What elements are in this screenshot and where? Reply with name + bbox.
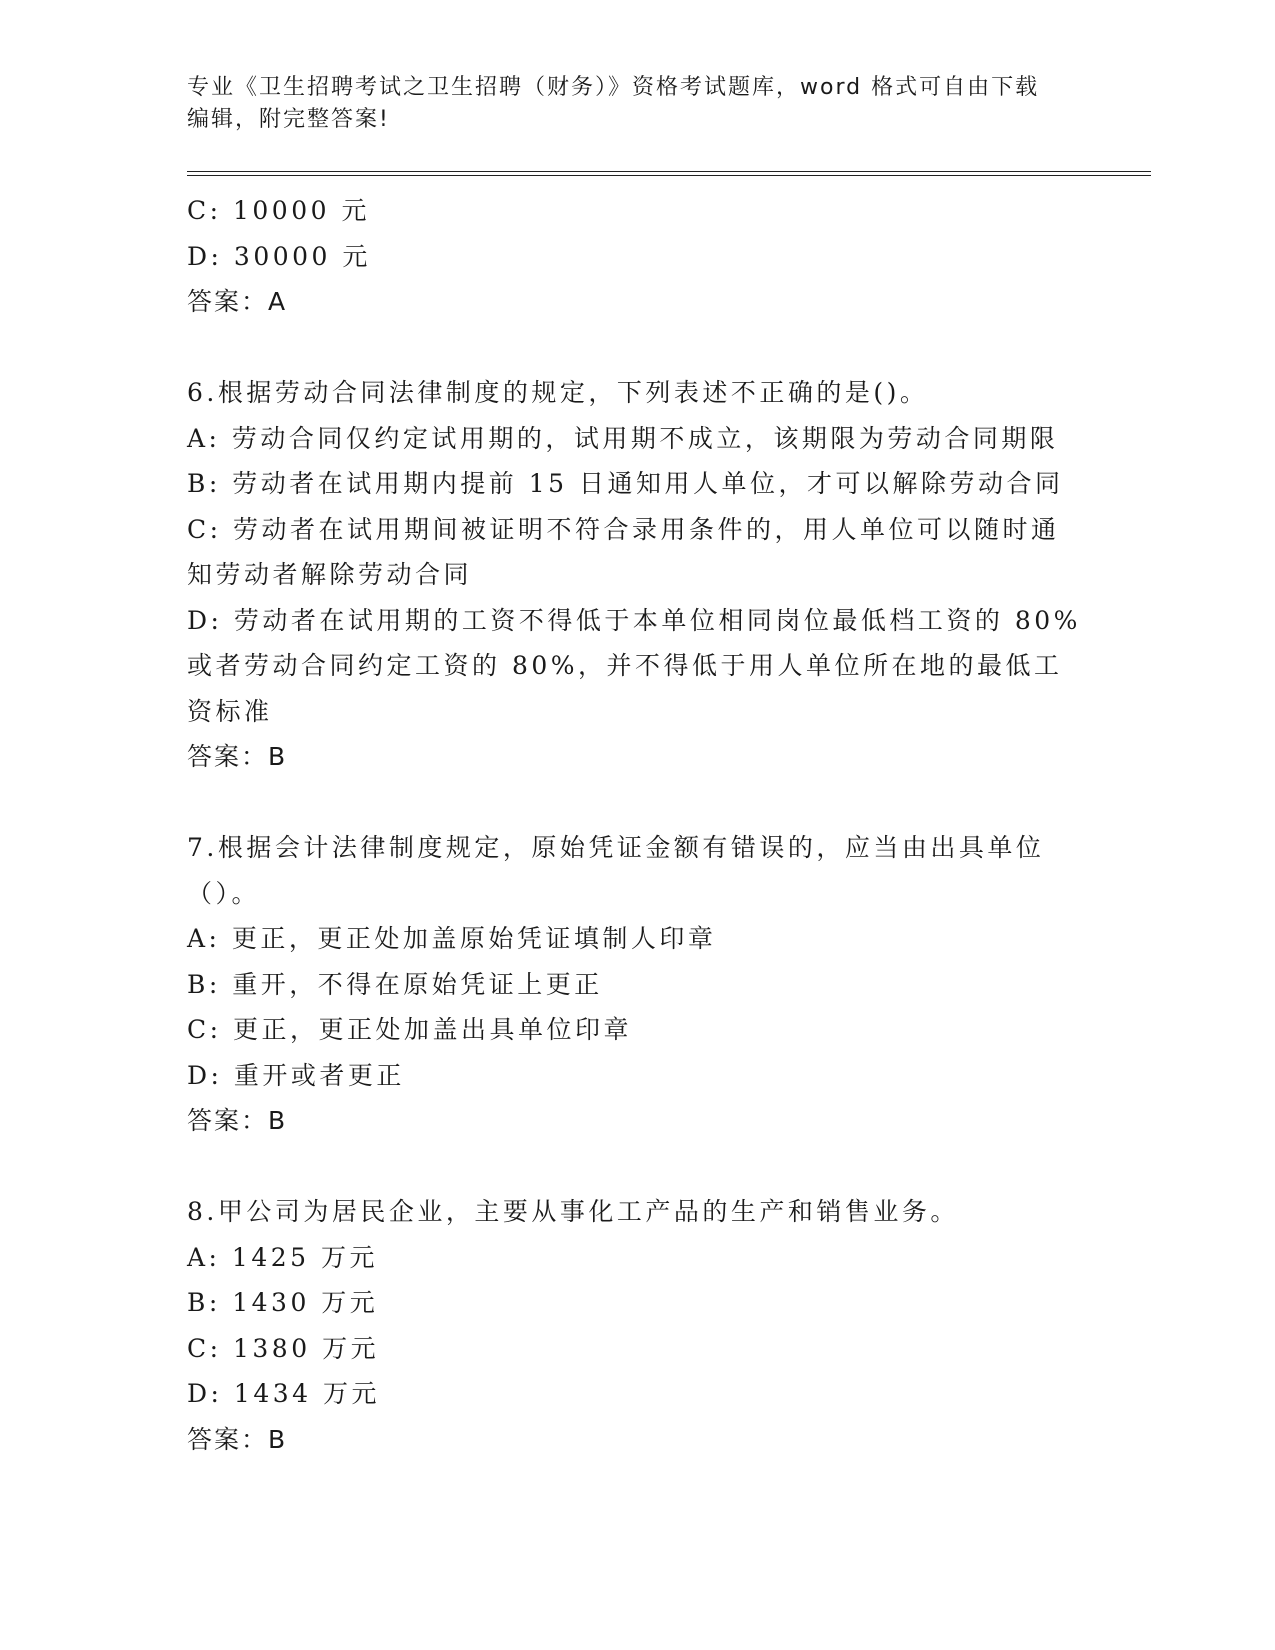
q6-option-c-line-2: 知劳动者解除劳动合同 <box>187 560 473 589</box>
q6-option-a: A: 劳动合同仅约定试用期的，试用期不成立，该期限为劳动合同期限 <box>187 423 1059 453</box>
q7-answer: 答案：B <box>187 1106 288 1135</box>
q6-option-d-line-2: 或者劳动合同约定工资的 80%，并不得低于用人单位所在地的最低工 <box>187 651 1063 680</box>
question-5-tail <box>187 188 1087 325</box>
q6-option-c-line-1: C: 劳动者在试用期间被证明不符合录用条件的，用人单位可以随时通 <box>187 514 1060 544</box>
q8-stem: 8.甲公司为居民企业，主要从事化工产品的生产和销售业务。 <box>187 1197 959 1226</box>
q7-option-d: D: 重开或者更正 <box>187 1060 405 1090</box>
header-rule-top <box>187 171 1151 172</box>
document-body <box>187 188 1087 1462</box>
header-line-1: 专业《卫生招聘考试之卫生招聘（财务）》资格考试题库，word 格式可自由下载 <box>187 75 1040 100</box>
q7-stem-line-1: 7.根据会计法律制度规定，原始凭证金额有错误的，应当由出具单位 <box>187 833 1045 862</box>
q6-answer: 答案：B <box>187 742 288 771</box>
document-header <box>187 72 1087 136</box>
q8-option-a: A: 1425 万元 <box>187 1242 378 1272</box>
spacer <box>187 1144 1087 1190</box>
header-line-2: 编辑，附完整答案! <box>187 107 390 132</box>
q6-option-b: B: 劳动者在试用期内提前 15 日通知用人单位，才可以解除劳动合同 <box>187 469 1064 498</box>
q7-stem-line-2: （）。 <box>187 878 261 908</box>
q7-option-a: A: 更正，更正处加盖原始凭证填制人印章 <box>187 924 717 953</box>
q5-option-c: C: 10000 元 <box>187 196 370 225</box>
q7-option-c: C: 更正，更正处加盖出具单位印章 <box>187 1015 632 1044</box>
q6-option-d-line-3: 资标准 <box>187 696 273 726</box>
question-8 <box>187 1189 1087 1462</box>
q8-option-b: B: 1430 万元 <box>187 1288 379 1317</box>
q5-answer: 答案：A <box>187 287 288 316</box>
q6-option-d-line-1: D: 劳动者在试用期的工资不得低于本单位相同岗位最低档工资的 80% <box>187 605 1081 635</box>
q7-option-b: B: 重开，不得在原始凭证上更正 <box>187 969 603 999</box>
spacer <box>187 780 1087 826</box>
q5-option-d: D: 30000 元 <box>187 241 371 271</box>
question-6 <box>187 370 1087 780</box>
q6-stem: 6.根据劳动合同法律制度的规定，下列表述不正确的是()。 <box>187 378 929 407</box>
q8-answer: 答案：B <box>187 1424 288 1454</box>
question-7 <box>187 825 1087 1144</box>
spacer <box>187 325 1087 371</box>
q8-option-c: C: 1380 万元 <box>187 1333 380 1363</box>
header-rule-bottom <box>187 175 1151 176</box>
q8-option-d: D: 1434 万元 <box>187 1379 380 1408</box>
